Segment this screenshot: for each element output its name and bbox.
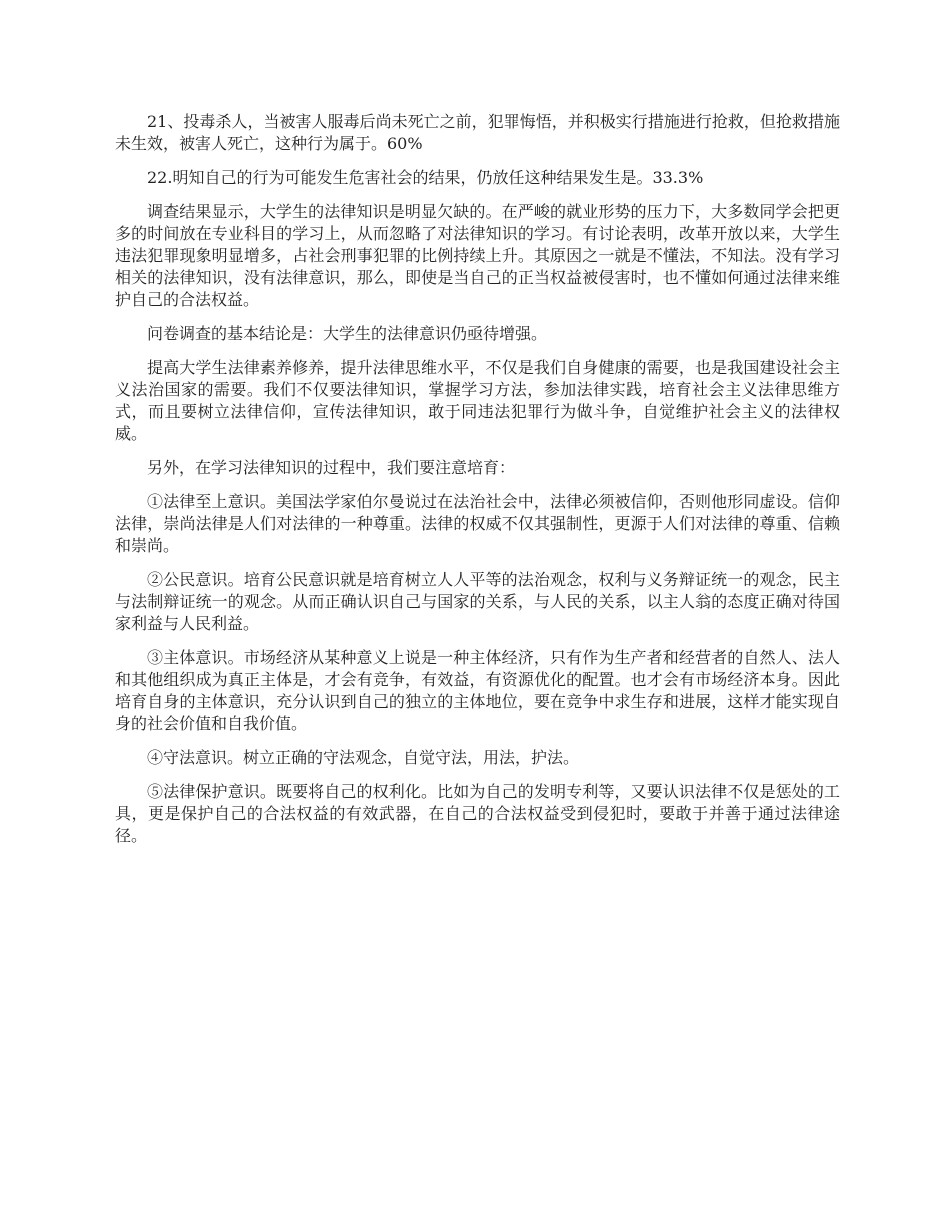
paragraph-survey-results: 调查结果显示，大学生的法律知识是明显欠缺的。在严峻的就业形势的压力下，大多数同学会把更多的时间放在专业科目的学习上，从而忽略了对法律知识的学习。有讨论表明，改革开放以来，大学生违法犯罪现象明显增多，占社会刑事犯罪的比例持续上升。其原因之一就是不懂法，不知法。没有学习相关的法律知识，没有法律意识，那么，即使是当自己的正当权益被侵害时，也不懂如何通过法律来维护自己的合法权益。	[115, 202, 840, 309]
paragraph-law-abiding: ④守法意识。树立正确的守法观念，自觉守法，用法，护法。	[147, 748, 580, 767]
document-body	[115, 111, 840, 859]
paragraph-question-21: 21、投毒杀人，当被害人服毒后尚未死亡之前，犯罪悔悟，并积极实行措施进行抢救，但抢救措施未生效，被害人死亡，这种行为属于。60%	[115, 112, 840, 153]
paragraph-citizen-awareness: ②公民意识。培育公民意识就是培育树立人人平等的法治观念，权利与义务辩证统一的观念，民主与法制辩证统一的观念。从而正确认识自己与国家的关系，与人民的关系，以主人翁的态度正确对待国家利益与人民利益。	[115, 570, 840, 633]
paragraph-cultivate-intro: 另外，在学习法律知识的过程中，我们要注意培育：	[147, 458, 516, 477]
paragraph-improve-literacy: 提高大学生法律素养修养，提升法律思维水平，不仅是我们自身健康的需要，也是我国建设社会主义法治国家的需要。我们不仅要法律知识，掌握学习方法，参加法律实践，培育社会主义法律思维方式，而且要树立法律信仰，宣传法律知识，敢于同违法犯罪行为做斗争，自觉维护社会主义的法律权威。	[115, 358, 840, 443]
paragraph-subject-awareness: ③主体意识。市场经济从某种意义上说是一种主体经济，只有作为生产者和经营者的自然人、法人和其他组织成为真正主体是，才会有竞争，有效益，有资源优化的配置。也才会有市场经济本身。因此培育自身的主体意识，充分认识到自己的独立的主体地位，要在竞争中求生存和进展，这样才能实现自身的社会价值和自我价值。	[115, 648, 840, 733]
paragraph-supremacy-of-law: ①法律至上意识。美国法学家伯尔曼说过在法治社会中，法律必须被信仰，否则他形同虚设。信仰法律，崇尚法律是人们对法律的一种尊重。法律的权威不仅其强制性，更源于人们对法律的尊重、信赖和崇尚。	[115, 492, 840, 555]
paragraph-question-22: 22.明知自己的行为可能发生危害社会的结果，仍放任这种结果发生是。33.3%	[147, 168, 704, 187]
paragraph-legal-protection: ⑤法律保护意识。既要将自己的权利化。比如为自己的发明专利等，又要认识法律不仅是惩处的工具，更是保护自己的合法权益的有效武器，在自己的合法权益受到侵犯时，要敢于并善于通过法律途径。	[115, 782, 840, 845]
paragraph-conclusion: 问卷调查的基本结论是：大学生的法律意识仍亟待增强。	[147, 324, 548, 343]
